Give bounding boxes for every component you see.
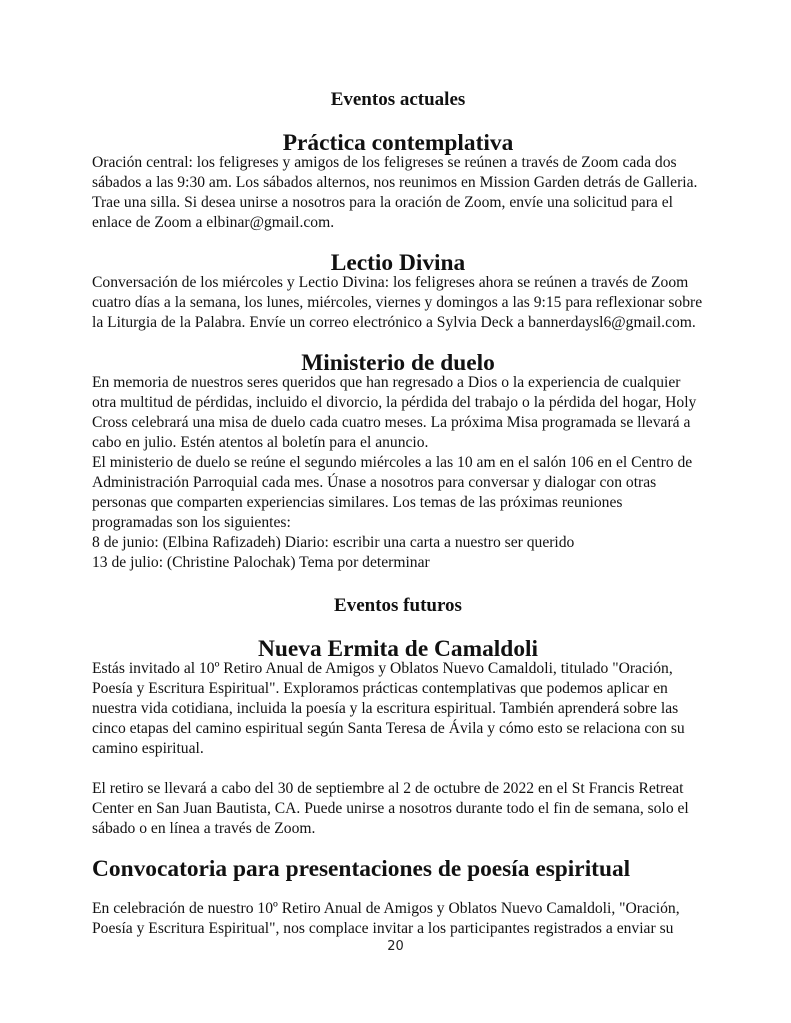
- event-paragraph: Conversación de los miércoles y Lectio Divina: los feligreses ahora se reúnen a través de Zoom cuatro días a la semana, los lunes, miércoles, viernes y domingos a las 9:15 para reflexionar sobre la Liturgia de la Palabra. Envíe un correo electrónico a Sylvia Deck a bannerdaysl6@gmail.com.: [92, 274, 703, 331]
- event-paragraph: Oración central: los feligreses y amigos de los feligreses se reúnen a través de Zoom cada dos sábados a las 9:30 am. Los sábados alternos, nos reunimos en Mission Garden detrás de Galleria. Trae una silla. Si desea unirse a nosotros para la oración de Zoom, envíe una solicitud para el enlace de Zoom a elbinar@gmail.com.: [92, 154, 698, 231]
- event-heading: Nueva Ermita de Camaldoli: [257, 636, 539, 662]
- event-heading: Ministerio de duelo: [301, 350, 495, 376]
- event-paragraph: El retiro se llevará a cabo del 30 de septiembre al 2 de octubre de 2022 en el St Francis Retreat Center en San Juan Bautista, CA. Puede unirse a nosotros durante todo el fin de semana, solo el sábado o en línea a través de Zoom.: [92, 780, 689, 837]
- event-lectio-divina: [92, 250, 704, 333]
- event-grief-ministry: [92, 350, 704, 573]
- event-heading: Práctica contemplativa: [282, 130, 514, 156]
- event-paragraph: En memoria de nuestros seres queridos que han regresado a Dios o la experiencia de cualquier otra multitud de pérdidas, incluido el divorcio, la pérdida del trabajo o la pérdida del hogar, Holy Cross celebrará una misa de duelo cada cuatro meses. La próxima Misa programada se llevará a cabo en julio. Estén atentos al boletín para el anuncio.: [92, 374, 697, 451]
- event-list-item: 13 de julio: (Christine Palochak) Tema por determinar: [92, 554, 430, 571]
- section-title-future-events: Eventos futuros: [334, 595, 462, 616]
- event-paragraph: Estás invitado al 10º Retiro Anual de Amigos y Oblatos Nuevo Camaldoli, titulado "Oración, Poesía y Escritura Espiritual". Exploramos prácticas contemplativas que podemos aplicar en nuestra vida cotidiana, incluida la poesía y la escritura espiritual. También aprenderá sobre las cinco etapas del camino espiritual según Santa Teresa de Ávila y cómo esto se relaciona con su camino espiritual.: [92, 660, 685, 757]
- document-page: [92, 87, 704, 939]
- page-number: 20: [387, 939, 404, 954]
- event-paragraph: En celebración de nuestro 10º Retiro Anual de Amigos y Oblatos Nuevo Camaldoli, "Oración, Poesía y Escritura Espiritual", nos complace invitar a los participantes registrados a enviar su: [92, 900, 680, 937]
- event-list-item: 8 de junio: (Elbina Rafizadeh) Diario: escribir una carta a nuestro ser querido: [92, 534, 575, 551]
- event-poetry-call: [92, 856, 704, 939]
- event-heading: Convocatoria para presentaciones de poesía espiritual: [92, 856, 631, 882]
- event-camaldoli: [92, 636, 704, 839]
- section-title-current-events: Eventos actuales: [330, 89, 466, 110]
- event-heading: Lectio Divina: [330, 250, 466, 276]
- event-contemplative-practice: [92, 130, 704, 233]
- event-paragraph: El ministerio de duelo se reúne el segundo miércoles a las 10 am en el salón 106 en el Centro de Administración Parroquial cada mes. Únase a nosotros para conversar y dialogar con otras personas que comparten experiencias similares. Los temas de las próximas reuniones programadas son los siguientes:: [92, 454, 693, 531]
